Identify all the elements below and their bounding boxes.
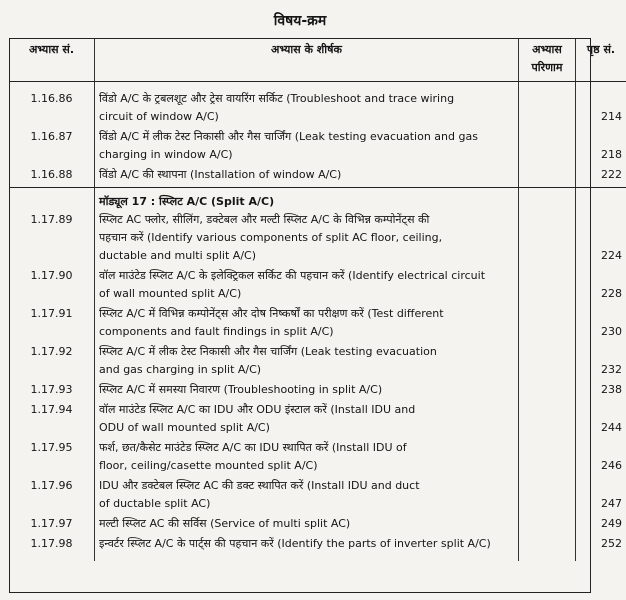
exercise-number: 1.16.88 (9, 166, 95, 188)
page-number: 238 (601, 383, 622, 396)
exercise-outcome (519, 535, 576, 561)
section-16-rows (9, 82, 626, 188)
page-number-cell (576, 381, 626, 401)
exercise-title (95, 515, 519, 535)
table-row (9, 166, 626, 188)
header-exercise-no: अभ्यास सं. (9, 38, 95, 82)
page-number: 247 (601, 497, 622, 510)
header-row (9, 38, 626, 82)
exercise-title-line: वॉल माउंटेड स्प्लिट A/C के इलेक्ट्रिकल सर्किट की पहचान करें (Identify electrical circuit (99, 269, 486, 282)
exercise-number: 1.17.93 (30, 383, 73, 396)
table-row (9, 267, 626, 305)
exercise-title-line: charging in window A/C) (99, 148, 233, 161)
exercise-title-line: circuit of window A/C) (99, 110, 219, 123)
exercise-number: 1.17.95 (30, 441, 73, 454)
page-number: 244 (601, 421, 622, 434)
page-number-cell (576, 515, 626, 535)
exercise-title (95, 439, 519, 477)
exercise-number: 1.17.97 (30, 517, 73, 530)
exercise-number: 1.17.92 (30, 345, 73, 358)
exercise-outcome (519, 211, 576, 267)
exercise-number: 1.17.91 (30, 307, 73, 320)
exercise-number: 1.17.94 (30, 403, 73, 416)
exercise-outcome (519, 477, 576, 515)
exercise-title (95, 305, 519, 343)
page-number-cell (576, 477, 626, 515)
exercise-title-line: फर्श, छत/कैसेट माउंटेड स्प्लिट A/C का IDU स्थापित करें (Install IDU of (99, 441, 407, 454)
page-number: 228 (601, 287, 622, 300)
page-number-cell (576, 305, 626, 343)
header-topic: अभ्यास के शीर्षक (95, 38, 519, 82)
page-number-cell (576, 439, 626, 477)
exercise-number: 1.17.96 (30, 479, 73, 492)
page-number: 218 (601, 148, 622, 161)
page-number: 249 (601, 517, 622, 530)
exercise-number: 1.17.89 (30, 213, 73, 226)
exercise-title-line: पहचान करें (Identify various components of split AC floor, ceiling, (99, 231, 443, 244)
page-number: 222 (601, 168, 622, 181)
header-page-no: पृष्ठ सं. (576, 38, 626, 82)
page-title: विषय-क्रम (273, 13, 327, 29)
exercise-title-line: of wall mounted split A/C) (99, 287, 242, 300)
table-row (9, 82, 626, 129)
exercise-title (95, 381, 519, 401)
table-row (9, 381, 626, 401)
header-outcome: अभ्यास परिणाम (519, 38, 576, 82)
exercise-title-line: स्प्लिट A/C में लीक टेस्ट निकासी और गैस चार्जिंग (Leak testing evacuation (99, 345, 437, 358)
exercise-title (95, 535, 519, 561)
table-row (9, 439, 626, 477)
exercise-title-line: ductable and multi split A/C) (99, 249, 256, 262)
exercise-title-line: इन्वर्टर स्प्लिट A/C के पार्ट्स की पहचान करें (Identify the parts of inverter split A/C) (99, 537, 491, 550)
section-17-rows (9, 211, 626, 561)
page-number-cell (576, 343, 626, 381)
exercise-title-line: स्प्लिट A/C में समस्या निवारण (Troubleshooting in split A/C) (99, 383, 383, 396)
exercise-title (95, 267, 519, 305)
table-row (9, 535, 626, 561)
contents-table (9, 38, 626, 561)
page-number: 224 (601, 249, 622, 262)
exercise-number: 1.16.87 (30, 130, 73, 143)
table-row (9, 128, 626, 166)
exercise-title-line: IDU और डक्टेबल स्प्लिट AC की डक्ट स्थापित करें (Install IDU and duct (99, 479, 420, 492)
exercise-title-line: मल्टी स्प्लिट AC की सर्विस (Service of multi split AC) (99, 517, 351, 530)
exercise-title (95, 401, 519, 439)
exercise-title-line: स्प्लिट A/C में विभिन्न कम्पोनेंट्स और दोष निष्कर्षों का परीक्षण करें (Test different (99, 307, 444, 320)
exercise-outcome (519, 381, 576, 401)
module-heading: मॉड्यूल 17 : स्प्लिट A/C (Split A/C) (95, 188, 519, 212)
exercise-number: 1.16.86 (30, 92, 73, 105)
table-row (9, 343, 626, 381)
exercise-outcome (519, 128, 576, 166)
table-row (9, 305, 626, 343)
page-number-cell (576, 166, 626, 188)
page-number: 230 (601, 325, 622, 338)
exercise-outcome (519, 305, 576, 343)
exercise-outcome (519, 166, 576, 188)
table-row (9, 515, 626, 535)
exercise-title-line: ODU of wall mounted split A/C) (99, 421, 270, 434)
exercise-title-line: विंडो A/C के ट्रबलशूट और ट्रेस वायरिंग सर्किट (Troubleshoot and trace wiring (99, 92, 455, 105)
exercise-title-line: components and fault findings in split A/C) (99, 325, 334, 338)
exercise-title-line: वॉल माउंटेड स्प्लिट A/C का IDU और ODU इंस्टाल करें (Install IDU and (99, 403, 416, 416)
exercise-outcome (519, 515, 576, 535)
exercise-title-line: of ductable split AC) (99, 497, 211, 510)
table-row (9, 477, 626, 515)
table-row (9, 401, 626, 439)
exercise-title-line: and gas charging in split A/C) (99, 363, 262, 376)
exercise-outcome (519, 343, 576, 381)
page-number-cell (576, 128, 626, 166)
page-number-cell (576, 211, 626, 267)
exercise-title (95, 166, 519, 188)
exercise-outcome (519, 267, 576, 305)
page-number-cell (576, 267, 626, 305)
page-number: 252 (601, 537, 622, 550)
exercise-number: 1.17.90 (30, 269, 73, 282)
module-row (9, 188, 626, 212)
exercise-outcome (519, 82, 576, 129)
exercise-title-line: स्प्लिट AC फ्लोर, सीलिंग, डक्टेबल और मल्टी स्प्लिट A/C के विभिन्न कम्पोनेंट्स की (99, 213, 430, 226)
exercise-title (95, 211, 519, 267)
exercise-title (95, 477, 519, 515)
exercise-title-line: floor, ceiling/casette mounted split A/C) (99, 459, 318, 472)
page-number: 246 (601, 459, 622, 472)
exercise-title-line: विंडो A/C की स्थापना (Installation of window A/C) (99, 168, 342, 181)
exercise-title (95, 343, 519, 381)
exercise-number: 1.17.98 (30, 537, 73, 550)
exercise-title-line: विंडो A/C में लीक टेस्ट निकासी और गैस चार्जिंग (Leak testing evacuation and gas (99, 130, 478, 143)
page-number-cell (576, 535, 626, 561)
page-number-cell (576, 401, 626, 439)
exercise-outcome (519, 401, 576, 439)
module-row-group (9, 188, 626, 212)
exercise-outcome (519, 439, 576, 477)
exercise-title (95, 82, 519, 129)
page-number: 214 (601, 110, 622, 123)
page-number-cell (576, 82, 626, 129)
exercise-title (95, 128, 519, 166)
page-number: 232 (601, 363, 622, 376)
table-row (9, 211, 626, 267)
